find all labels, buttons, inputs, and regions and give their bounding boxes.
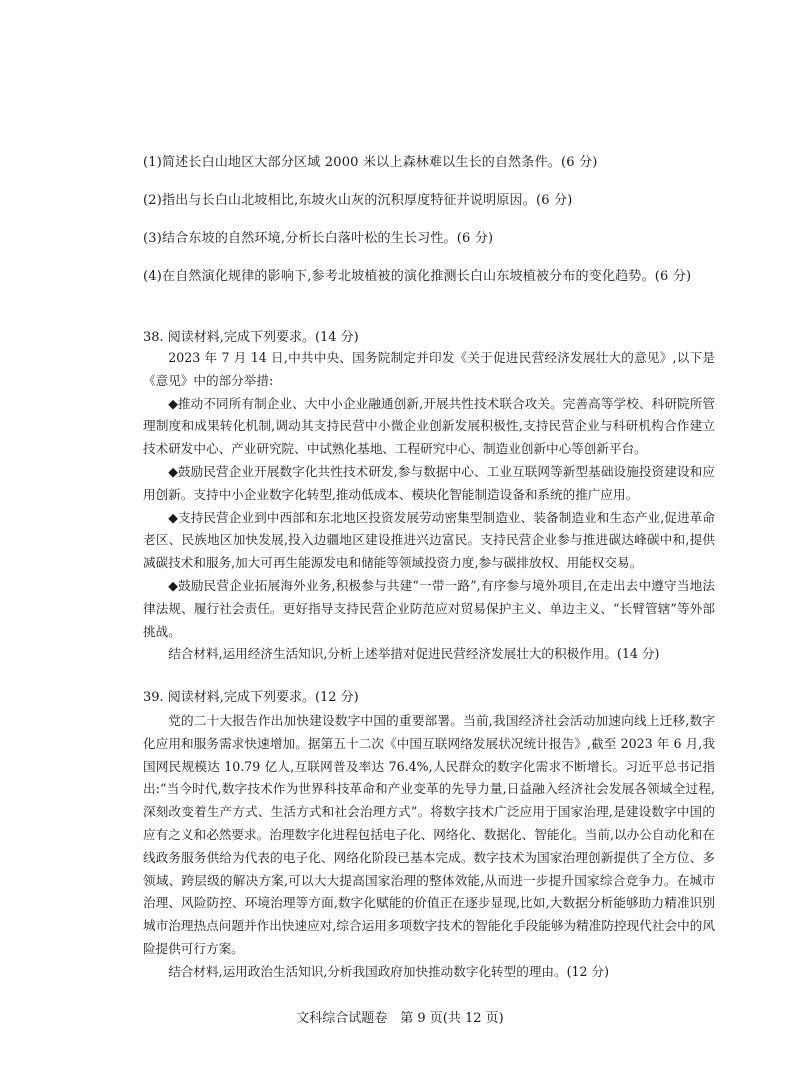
q38-title: 38. 阅读材料,完成下列要求。(14 分): [143, 330, 359, 345]
q38-measure-2: ◆鼓励民营企业开展数字化共性技术研发,参与数据中心、工业互联网等新型基础设施投资建设和应用创新。支持中小企业数字化转型,推动低成本、模块化智能制造设备和系统的推广应用。: [143, 463, 715, 502]
q39-material-text: 党的二十大报告作出加快建设数字中国的重要部署。当前,我国经济社会活动加速向线上迁移,数字化应用和服务需求快速增加。据第五十二次《中国互联网络发展状况统计报告》,截至 2023 年 6 月,我国网民规模达 10.79 亿人,互联网普及率达 76.4%,人民群众的数字化需求不断增长。习近平总书记指出:“当今时代,数字技术作为世界科技革命和产业变革的先导力量,日益融入经济社会发展各领域全过程,深刻改变着生产方式、生活方式和社会治理方式”。将数字技术广泛应用于国家治理,是建设数字中国的应有之义和必然要求。治理数字化进程包括电子化、网络化、数据化、智能化。当前,以办公自动化和在线政务服务供给为代表的电子化、网络化阶段已基本完成。数字技术为国家治理创新提供了全方位、多领域、跨层级的解决方案,可以大大提高国家治理的整体效能,从而进一步提升国家综合竞争力。在城市治理、风险防控、环境治理等方面,数字化赋能的价值正在逐步显现,比如,大数据分析能够助力精准识别城市治理热点问题并作出快速应对,综合运用多项数字技术的智能化手段能够为精准防控现代社会中的风险提供可行方案。: [143, 713, 715, 956]
q39-question: 结合材料,运用政治生活知识,分析我国政府加快推动数字化转型的理由。(12 分): [168, 963, 610, 979]
page-footer: 文科综合试题卷 第 9 页(共 12 页): [296, 1011, 504, 1026]
q37-subquestion-3: (3)结合东坡的自然环境,分析长白落叶松的生长习性。(6 分): [143, 231, 494, 246]
q38-intro: 2023 年 7 月 14 日,中共中央、国务院制定并印发《关于促进民营经济发展壮大的意见》,以下是《意见》中的部分举措:: [143, 350, 715, 388]
q38-question: 结合材料,运用经济生活知识,分析上述举措对促进民营经济发展壮大的积极作用。(14 分): [168, 646, 660, 662]
q39-title: 39. 阅读材料,完成下列要求。(12 分): [143, 690, 359, 705]
q38-material: [143, 347, 715, 666]
q37-subquestion-2: (2)指出与长白山北坡相比,东坡火山灰的沉积厚度特征并说明原因。(6 分): [143, 193, 573, 208]
q37-subquestion-4: (4)在自然演化规律的影响下,参考北坡植被的演化推测长白山东坡植被分布的变化趋势。(6 分): [143, 269, 692, 284]
q39-material: [143, 710, 715, 984]
q37-subquestion-1: (1)简述长白山地区大部分区域 2000 米以上森林难以生长的自然条件。(6 分): [143, 155, 598, 170]
q38-measure-3: ◆支持民营企业到中西部和东北地区投资发展劳动密集型制造业、装备制造业和生态产业,促进革命老区、民族地区加快发展,投入边疆地区建设推进兴边富民。支持民营企业参与推进碳达峰碳中和,提供减碳技术和服务,加大可再生能源发电和储能等领域投资力度,参与碳排放权、用能权交易。: [143, 509, 715, 571]
q38-measure-4: ◆鼓励民营企业拓展海外业务,积极参与共建“一带一路”,有序参与境外项目,在走出去中遵守当地法律法规、履行社会责任。更好指导支持民营企业防范应对贸易保护主义、单边主义、“长臂管辖”等外部挑战。: [143, 577, 715, 639]
q38-measure-1: ◆推动不同所有制企业、大中小企业融通创新,开展共性技术联合攻关。完善高等学校、科研院所管理制度和成果转化机制,调动其支持民营中小微企业创新发展积极性,支持民营企业与科研机构合作建立技术研发中心、产业研究院、中试熟化基地、工程研究中心、制造业创新中心等创新平台。: [143, 395, 715, 457]
